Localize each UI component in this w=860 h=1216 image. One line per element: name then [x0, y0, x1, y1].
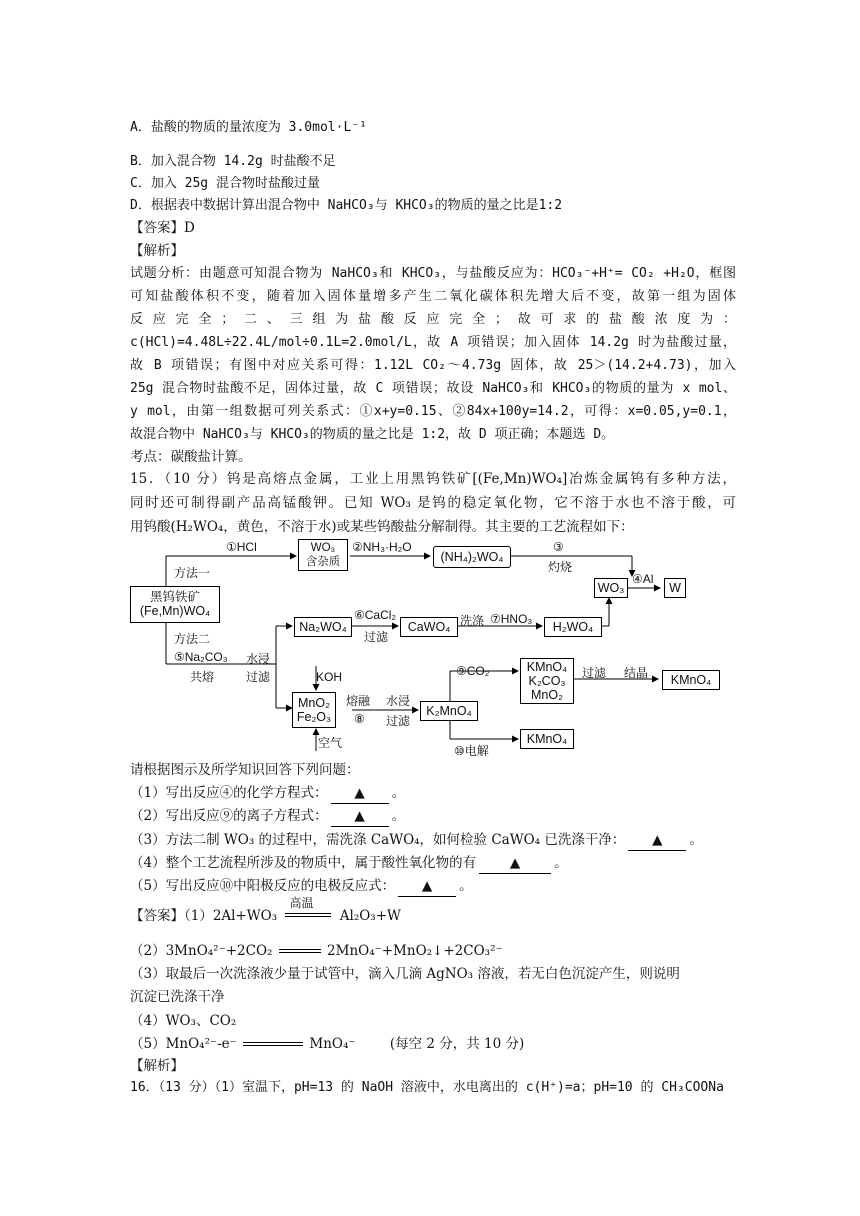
q14-analysis-line: 反应完全；二、三组为盐酸反应完全；故可求的盐酸浓度为：	[130, 312, 736, 327]
q15-answer-3-line: （3）取最后一次洗涤液少量于试管中，滴入几滴 AgNO₃ 溶液，若无白色沉淀产生，则说明	[130, 966, 680, 982]
q14-analysis-line: 试题分析：由题意可知混合物为 NaHCO₃和 KHCO₃，与盐酸反应为：HCO₃⁻+H⁺= CO₂ +H₂O，框图	[130, 266, 736, 281]
step2-label: ②NH₃·H₂O	[352, 540, 412, 554]
tungstic-acid-box: H₂WO₄	[544, 617, 602, 637]
step9-label: ⑨CO₂	[456, 664, 490, 678]
step8-label: ⑧	[354, 712, 365, 726]
q16-stem: 16．（13 分）（1）室温下，pH=13 的 NaOH 溶液中，水电离出的 c(H⁺)=a；pH=10 的 CH₃COONa	[130, 1080, 724, 1095]
step4-label: ④Al	[632, 572, 654, 586]
q14-option-c: C．加入 25g 混合物时盐酸过量	[130, 176, 320, 191]
flow-arrows	[128, 536, 738, 758]
tungsten-box: W	[664, 578, 686, 598]
q15-question-3: （3）方法二制 WO₃ 的过程中，需洗涤 CaWO₄，如何检验 CaWO₄ 已洗涤干净： ▲ 。	[130, 830, 703, 851]
q14-analysis-line: c(HCl)=4.48L÷22.4L/mol÷0.1L=2.0mol/L，故 A 项错误；加入固体 14.2g 时为盐酸过量，	[130, 335, 736, 350]
step3-condition: 灼烧	[548, 560, 573, 574]
q15-question-4: （4）整个工艺流程所涉及的物质中，属于酸性氧化物的有 ▲ 。	[130, 853, 568, 874]
q14-analysis-line: 故混合物中 NaHCO₃与 KHCO₃的物质的量之比是 1:2，故 D 项正确；本题选 D。	[130, 427, 615, 442]
step10-label: ⑩电解	[454, 744, 489, 758]
q14-option-a: A．盐酸的物质的量浓度为 3.0mol·L⁻¹	[130, 120, 367, 135]
step6-condition: 过滤	[364, 630, 389, 644]
q15-question-1: （1）写出反应④的化学方程式： ▲ 。	[130, 783, 405, 804]
ammonium-tungstate-box: (NH₄)₂WO₄	[433, 546, 511, 568]
mno2-fe2o3-box: MnO₂ Fe₂O₃	[292, 692, 336, 728]
q15-stem-line: 15．（10 分）钨是高熔点金属，工业上用黑钨铁矿[(Fe,Mn)WO₄]冶炼金属钨有多种方法，	[130, 471, 736, 487]
kmno4-box-a: KMnO₄	[662, 670, 720, 690]
leach1-condition: 过滤	[246, 670, 271, 684]
calcium-tungstate-box: CaWO₄	[400, 617, 458, 637]
equals-arrow	[241, 1039, 305, 1051]
answer-blank: ▲	[331, 806, 389, 827]
method2-label: 方法二	[174, 632, 211, 646]
q15-answer-3-line: 沉淀已洗涤干净	[130, 989, 225, 1005]
step5-label: ⑤Na₂CO₃	[174, 650, 228, 664]
step5-condition: 共熔	[190, 670, 215, 684]
q15-stem-line: 同时还可制得副产品高锰酸钾。已知 WO₃ 是钨的稳定氧化物，它不溶于水也不溶于酸，可	[130, 495, 736, 511]
sodium-tungstate-box: Na₂WO₄	[294, 617, 352, 637]
leach2-label: 水浸	[386, 694, 411, 708]
wo3-impure-box: WO₃ 含杂质	[298, 539, 348, 571]
ore-box: 黑钨铁矿 (Fe,Mn)WO₄	[130, 586, 220, 623]
q15-answer-5: （5）MnO₄²⁻-e⁻ MnO₄⁻ (每空 2 分，共 10 分)	[130, 1036, 525, 1052]
kmno4-box-b: KMnO₄	[520, 729, 574, 749]
equals-arrow	[277, 946, 323, 958]
q14-option-d: D．根据表中数据计算出混合物中 NaHCO₃与 KHCO₃的物质的量之比是1:2	[130, 198, 563, 213]
q15-answer-2: （2）3MnO₄²⁻+2CO₂ 2MnO₄⁻+MnO₂↓+2CO₃²⁻	[130, 943, 503, 959]
q15-prompt: 请根据图示及所学知识回答下列问题：	[130, 762, 360, 778]
step6-label: ⑥CaCl₂	[354, 608, 397, 622]
q14-analysis-label: 【解析】	[130, 243, 184, 259]
q14-option-b: B．加入混合物 14.2g 时盐酸不足	[130, 154, 336, 169]
mixture-box: KMnO₄ K₂CO₃ MnO₂	[520, 658, 574, 704]
q14-answer: 【答案】D	[130, 220, 195, 236]
step3-label: ③	[553, 540, 564, 554]
leach1-label: 水浸	[246, 652, 271, 666]
melt-label: 熔融	[346, 694, 371, 708]
wash-label: 洗涤	[460, 614, 485, 628]
answer-blank: ▲	[398, 876, 456, 897]
q14-kaodian: 考点：碳酸盐计算。	[130, 449, 252, 465]
high-temp-condition-arrow: 高温	[281, 906, 335, 926]
q15-answer-4: （4）WO₃、CO₂	[130, 1013, 237, 1029]
step7-label: ⑦HNO₃	[490, 612, 533, 626]
answer-blank: ▲	[479, 853, 551, 874]
filter-label: 过滤	[582, 666, 607, 680]
answer-blank: ▲	[628, 830, 686, 851]
q15-answer-1: 【答案】（1）2Al+WO₃ 高温 Al₂O₃+W	[130, 896, 401, 924]
step1-label: ①HCl	[226, 540, 257, 554]
crystallize-label: 结晶	[624, 666, 649, 680]
answer-blank: ▲	[331, 783, 389, 804]
koh-label: KOH	[316, 670, 343, 684]
q14-analysis-line: 故 B 项错误；有图中对应关系可得：1.12L CO₂～4.73g 固体，故 25＞(14.2+4.73)，加入	[130, 358, 736, 373]
air-label: 空气	[318, 736, 343, 750]
q15-analysis-label: 【解析】	[130, 1058, 184, 1074]
leach2-condition: 过滤	[386, 714, 411, 728]
q14-analysis-line: 25g 混合物时盐酸不足，固体过量，故 C 项错误；故设 NaHCO₃和 KHCO₃的物质的量为 x mol、	[130, 381, 736, 396]
method1-label: 方法一	[174, 566, 211, 580]
q14-analysis-line: y mol，由第一组数据可列关系式：①x+y=0.15、②84x+100y=14.2，可得：x=0.05,y=0.1，	[130, 404, 736, 419]
q15-stem-line: 用钨酸(H₂WO₄，黄色，不溶于水)或某些钨酸盐分解制得。其主要的工艺流程如下：	[130, 519, 634, 535]
process-flow-chart	[128, 536, 738, 758]
q15-question-2: （2）写出反应⑨的离子方程式： ▲ 。	[130, 806, 405, 827]
q14-analysis-line: 可知盐酸体积不变，随着加入固体量增多产生二氧化碳体积先增大后不变，故第一组为固体	[130, 289, 736, 304]
q15-question-5: （5）写出反应⑩中阳极反应的电极反应式： ▲ 。	[130, 876, 473, 897]
potassium-manganate-box: K₂MnO₄	[420, 701, 478, 721]
wo3-box: WO₃	[594, 578, 628, 598]
